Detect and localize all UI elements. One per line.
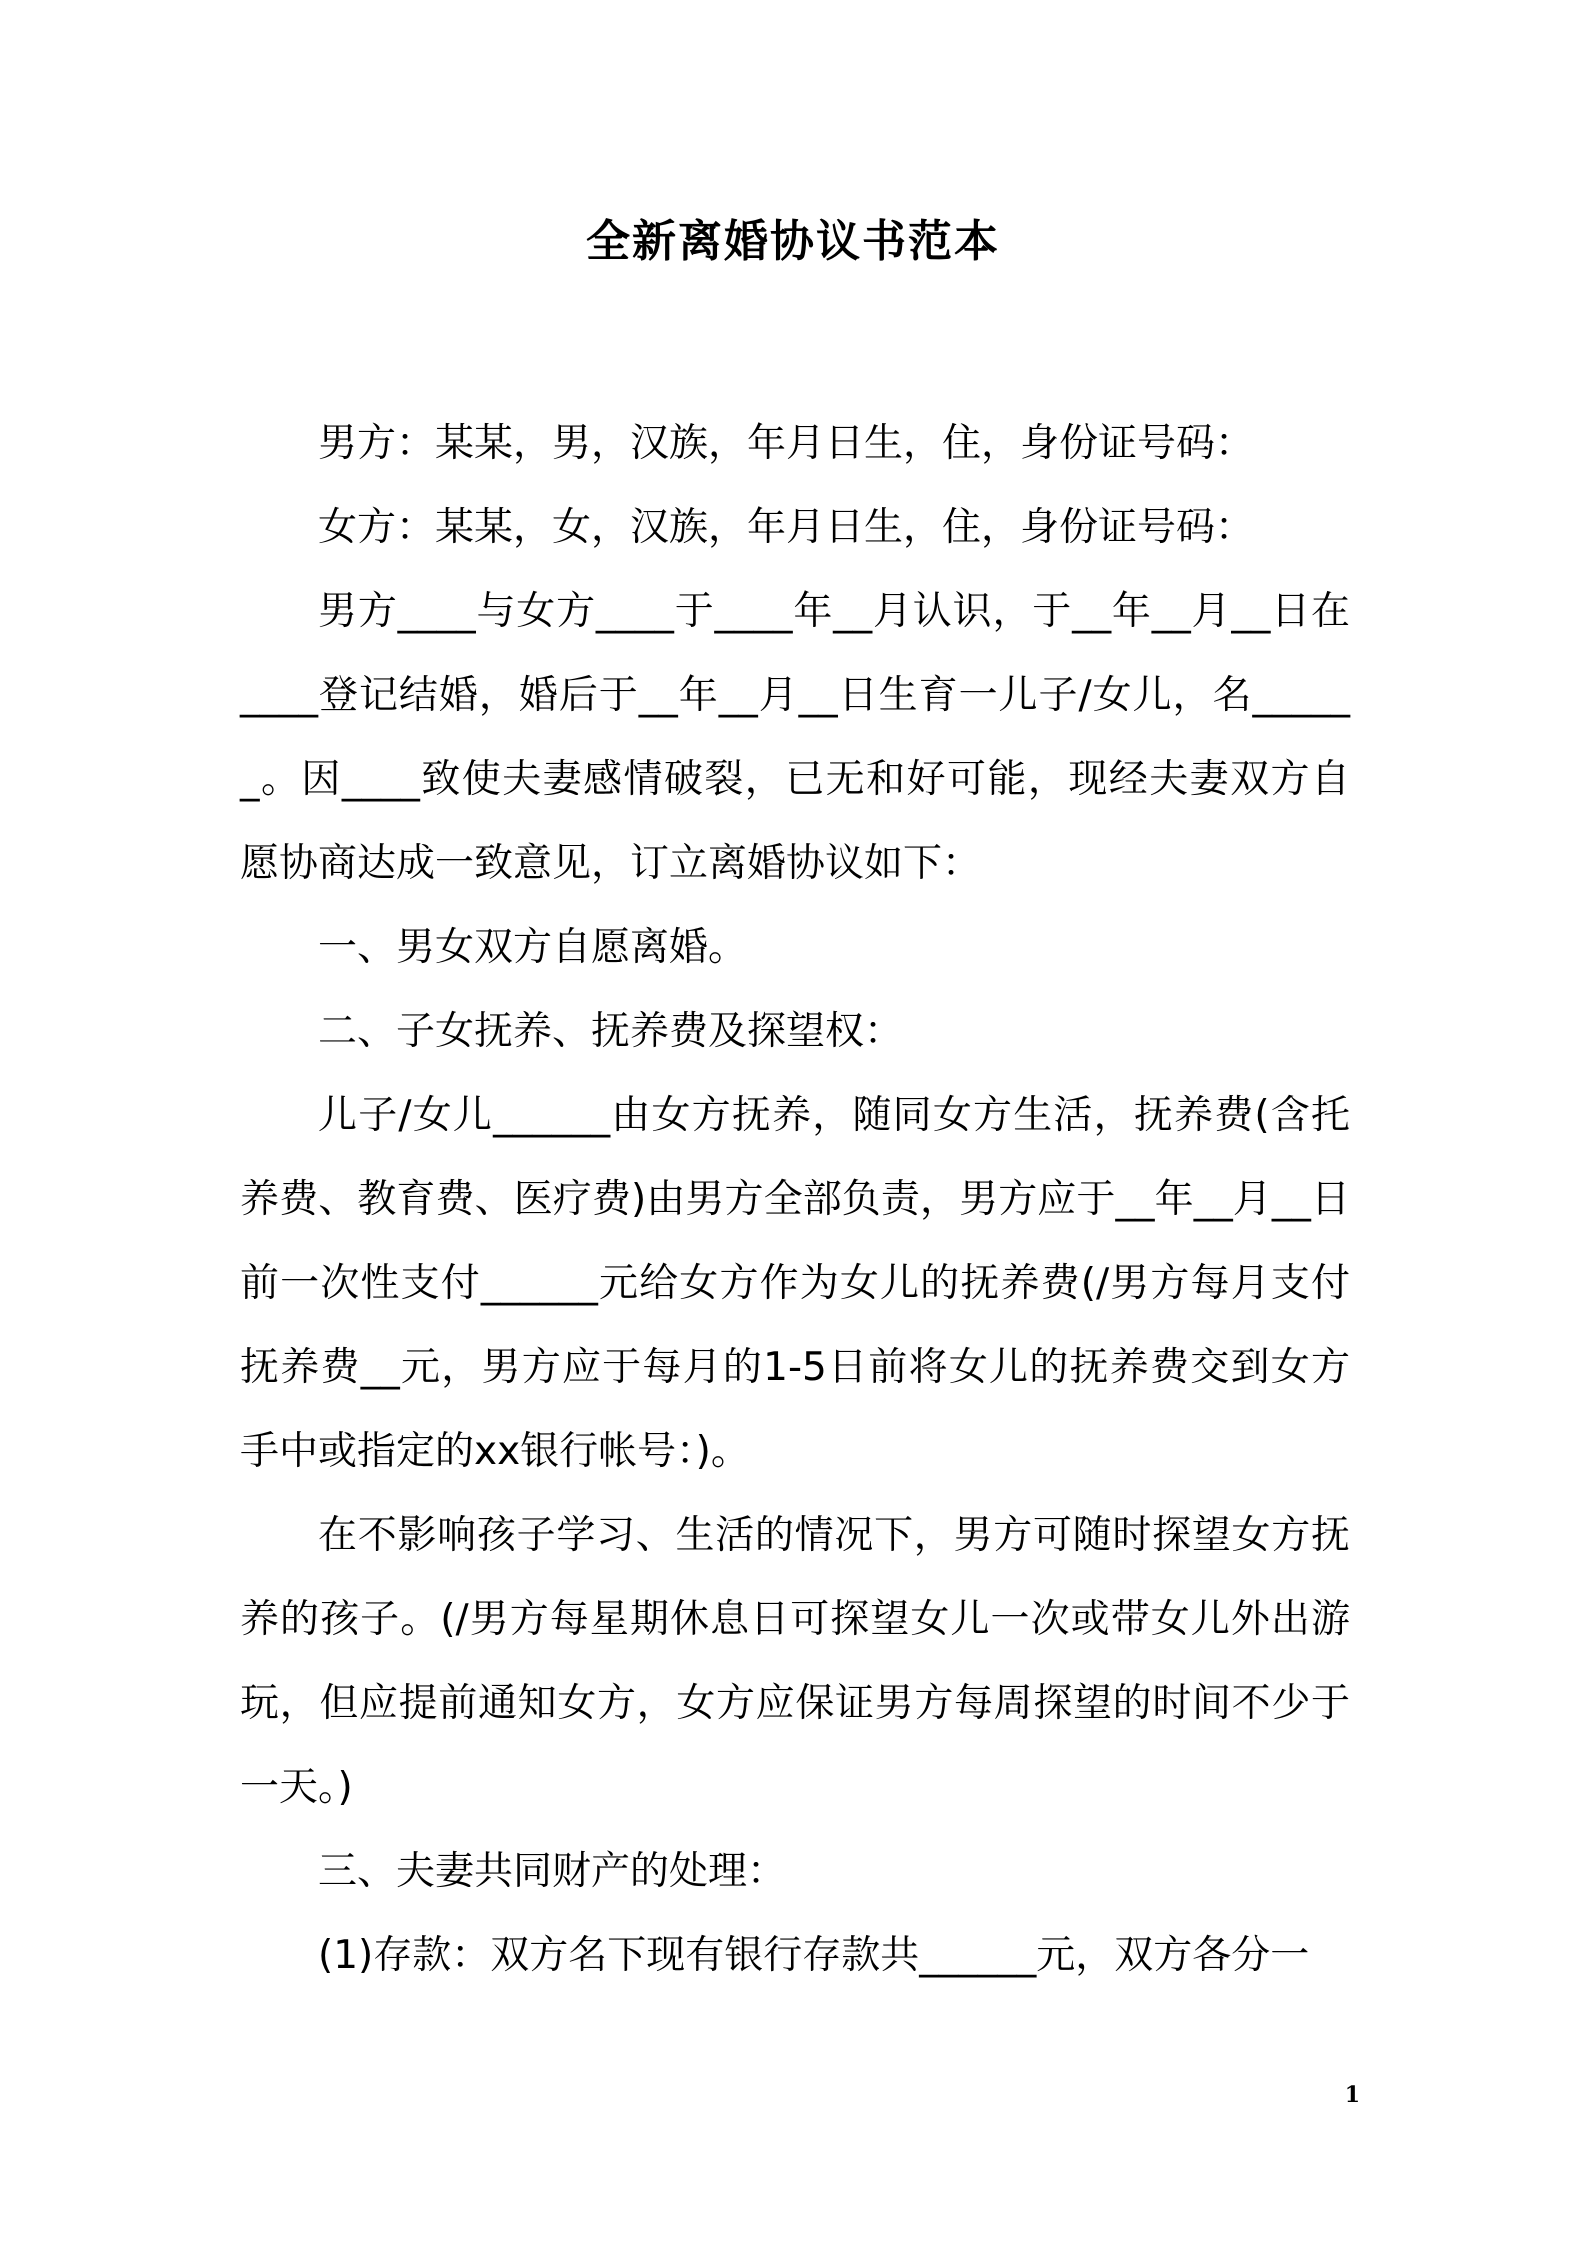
paragraph-female-party: 女方：某某，女，汉族，年月日生，住，身份证号码： [318,505,1255,550]
document-body [240,402,1350,1998]
page-number: 1 [1344,2082,1360,2108]
paragraph-clause-2-heading: 二、子女抚养、抚养费及探望权： [318,1009,904,1054]
paragraph-background: 男方____与女方____于____年__月认识，于__年__月__日在____登记结婚，婚后于__年__月__日生育一儿子/女儿，名______。因____致使夫妻感情破裂，已无和好可能，现经夫妻双方自愿协商达成一致意见，订立离婚协议如下： [240,589,1350,886]
paragraph-child-support: 儿子/女儿______由女方抚养，随同女方生活，抚养费(含托养费、教育费、医疗费)由男方全部负责，男方应于__年__月__日前一次性支付______元给女方作为女儿的抚养费(/男方每月支付抚养费__元，男方应于每月的1-5日前将女儿的抚养费交到女方手中或指定的xx银行帐号：)。 [240,1093,1350,1474]
paragraph-clause-1: 一、男女双方自愿离婚。 [318,925,748,970]
paragraph-male-party: 男方：某某，男，汉族，年月日生，住，身份证号码： [318,421,1255,466]
paragraph-clause-3-heading: 三、夫妻共同财产的处理： [318,1849,787,1894]
document-title: 全新离婚协议书范本 [586,216,1000,267]
paragraph-savings: (1)存款：双方名下现有银行存款共______元，双方各分一 [318,1933,1310,1978]
paragraph-visitation: 在不影响孩子学习、生活的情况下，男方可随时探望女方抚养的孩子。(/男方每星期休息日可探望女儿一次或带女儿外出游玩，但应提前通知女方，女方应保证男方每周探望的时间不少于一天。) [240,1513,1350,1810]
